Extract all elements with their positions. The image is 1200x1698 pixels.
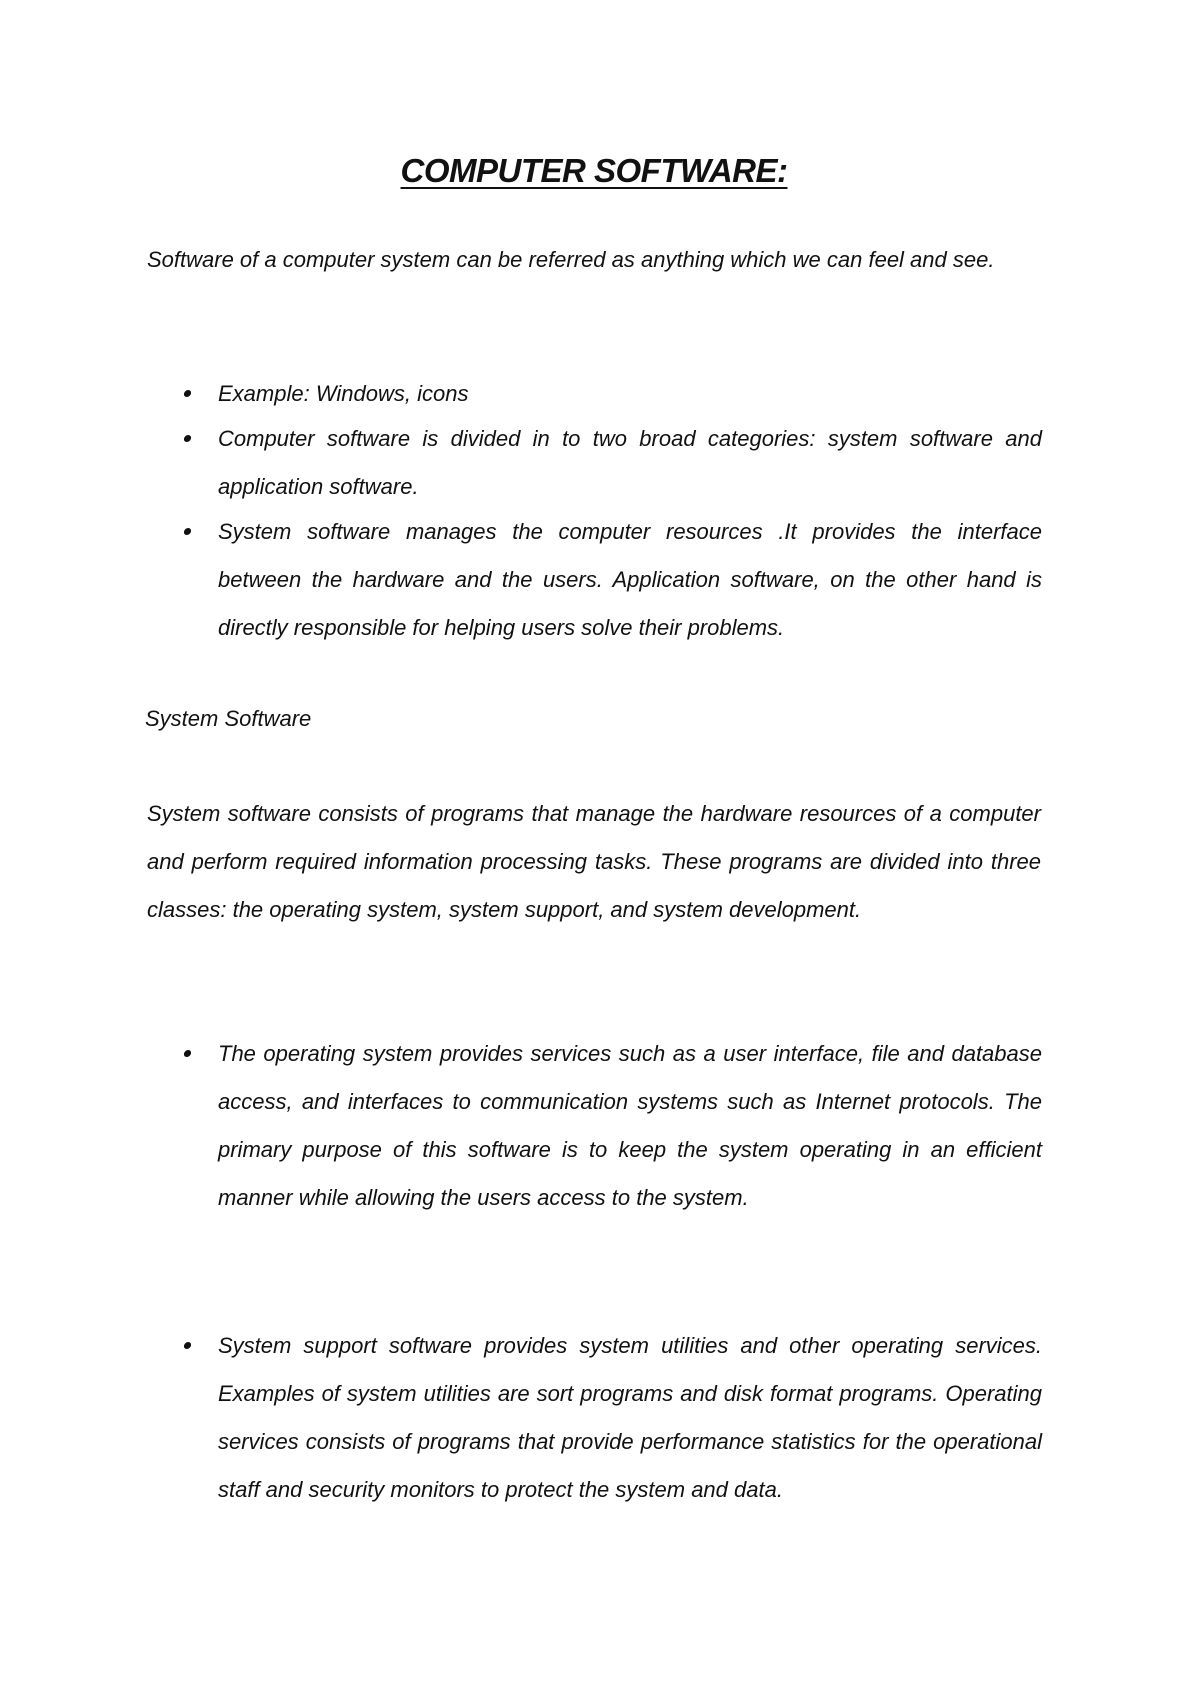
bullet-icon [183,1050,191,1057]
list-item [218,508,1042,652]
list-item [218,1322,1042,1514]
section-heading: System Software [145,706,312,731]
bullet-icon [183,435,191,442]
bullet-icon [183,390,191,397]
section-paragraph: System software consists of programs that manage the hardware resources of a computer and perform required information processing tasks. These programs are divided into three classes: the operating system, system support, and system development. [147,801,1041,922]
list-item-text: System software manages the computer resources .It provides the interface between the hardware and the users. Application software, on the other hand is directly responsible for helping users solve their problems. [218,519,1042,640]
list-item-text: Computer software is divided in to two broad categories: system software and application software. [218,426,1042,499]
list-item [218,370,1042,418]
list-item-text: The operating system provides services such as a user interface, file and database access, and interfaces to communication systems such as Internet protocols. The primary purpose of this software is to keep the system operating in an efficient manner while allowing the users access to the system. [218,1041,1042,1210]
bullet-icon [183,528,191,535]
list-item [218,415,1042,511]
intro-bullet-list [218,370,1042,652]
list-item-text: Example: Windows, icons [218,381,469,406]
system-support-bullet-list [218,1322,1042,1514]
bullet-icon [183,1342,191,1349]
list-item [218,1030,1042,1222]
operating-system-bullet-list [218,1030,1042,1222]
list-item-text: System support software provides system utilities and other operating services. Examples of system utilities are sort programs and disk format programs. Operating services consists of programs that provide performance statistics for the operational staff and security monitors to protect the system and data. [218,1333,1042,1502]
page-title: COMPUTER SOFTWARE: [400,152,788,189]
intro-paragraph: Software of a computer system can be referred as anything which we can feel and see. [147,247,995,272]
